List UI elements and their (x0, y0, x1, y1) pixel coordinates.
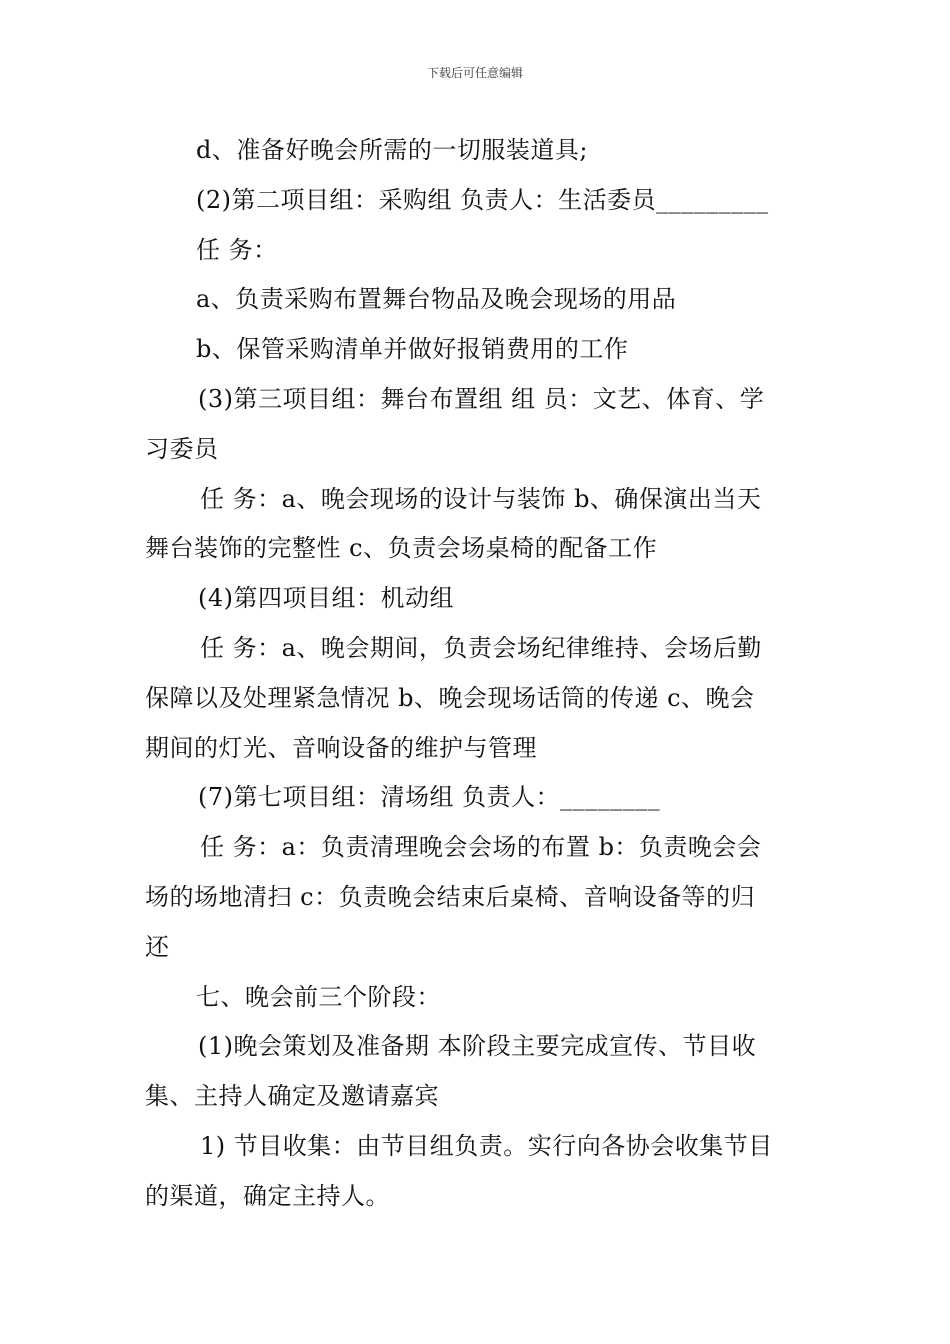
text-line: 任 务：a：负责清理晚会会场的布置 b：负责晚会会 (200, 833, 762, 861)
text-line: (4)第四项目组：机动组 (198, 584, 454, 612)
text-line: d、准备好晚会所需的一切服装道具; (196, 136, 588, 164)
text-line: 任 务： (196, 236, 278, 264)
text-line: 任 务：a、晚会期间，负责会场纪律维持、会场后勤 (200, 634, 762, 662)
text-line: a、负责采购布置舞台物品及晚会现场的用品 (196, 285, 677, 313)
text-line: 还 (145, 933, 170, 961)
text-line: 场的场地清扫 c：负责晚会结束后桌椅、音响设备等的归 (145, 883, 756, 911)
text-line: (1)晚会策划及准备期 本阶段主要完成宣传、节目收 (198, 1032, 757, 1060)
text-line: 任 务：a、晚会现场的设计与装饰 b、确保演出当天 (200, 485, 762, 513)
text-line: b、保管采购清单并做好报销费用的工作 (196, 335, 629, 363)
text-line: (2)第二项目组：采购组 负责人：生活委员_________ (196, 186, 769, 214)
text-line: (7)第七项目组：清场组 负责人：________ (198, 783, 661, 811)
text-line: 期间的灯光、音响设备的维护与管理 (145, 734, 537, 762)
text-line: 1) 节目收集：由节目组负责。实行向各协会收集节目 (200, 1132, 773, 1160)
text-line: 的渠道，确定主持人。 (145, 1182, 390, 1210)
page-header: 下载后可任意编辑 (426, 66, 523, 80)
text-line: 习委员 (145, 435, 219, 463)
text-line: (3)第三项目组：舞台布置组 组 员：文艺、体育、学 (198, 385, 765, 413)
text-line: 保障以及处理紧急情况 b、晚会现场话筒的传递 c、晚会 (145, 684, 755, 712)
text-line: 集、主持人确定及邀请嘉宾 (145, 1082, 439, 1110)
text-line: 七、晚会前三个阶段： (196, 983, 441, 1011)
text-line: 舞台装饰的完整性 c、负责会场桌椅的配备工作 (145, 534, 658, 562)
